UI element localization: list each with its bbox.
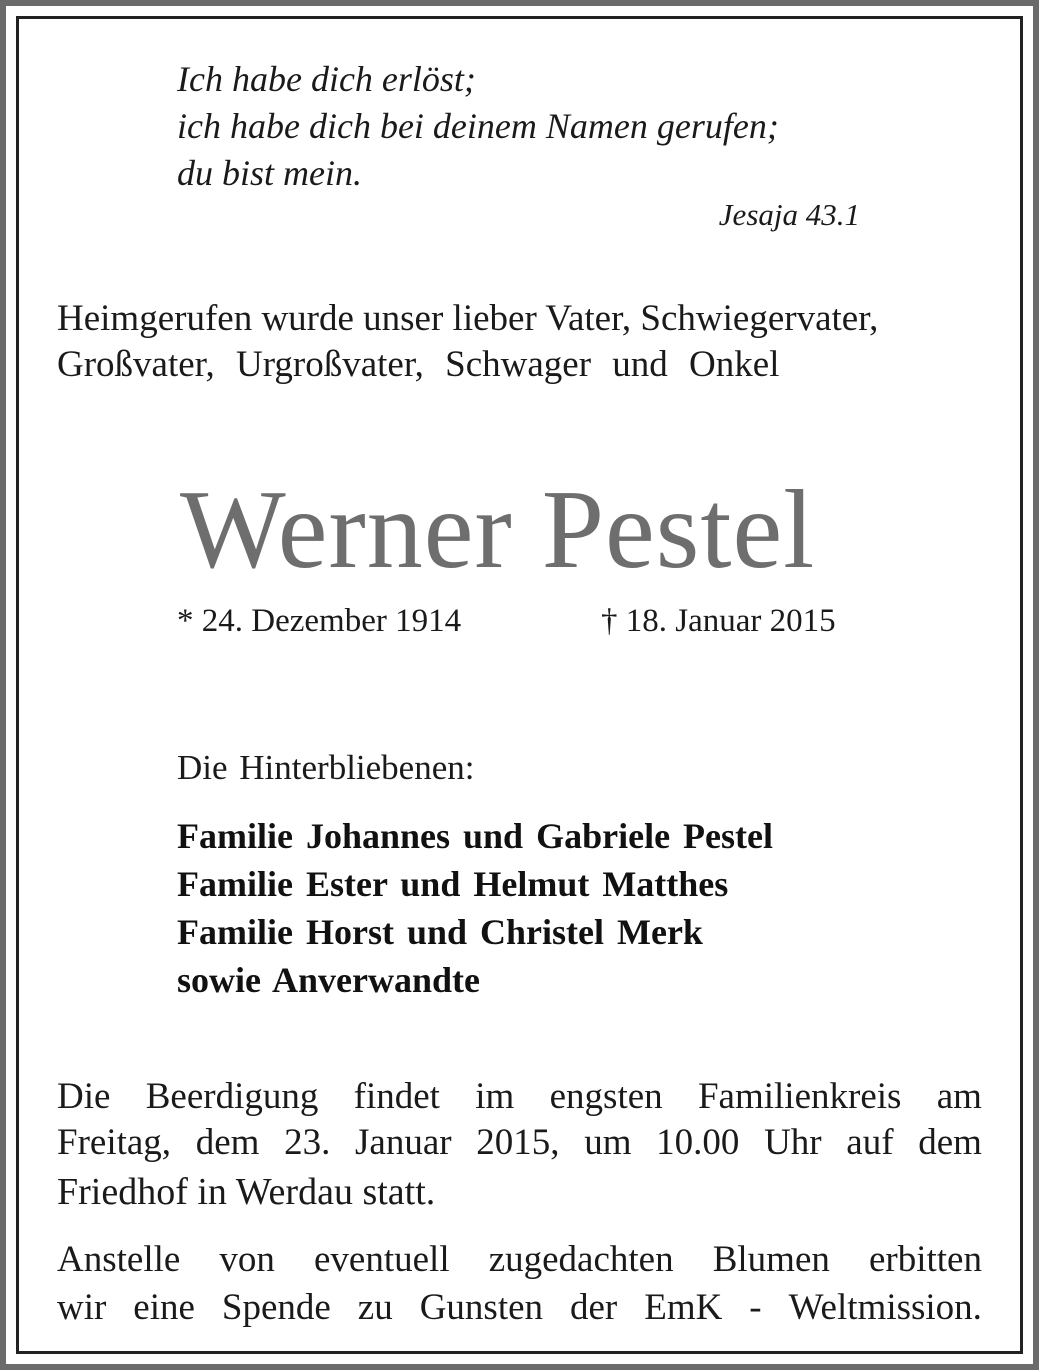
birth-date: * 24. Dezember 1914 [177,603,462,639]
intro-text [57,296,878,388]
funeral-line: Die Beerdigung findet im engsten Familienkreis am [57,1076,982,1117]
quote-line: du bist mein. [177,153,362,193]
funeral-notice [57,1074,982,1215]
intro-line: Großvater, Urgroßvater, Schwager und Onkel [57,344,780,385]
funeral-line: Freitag, dem 23. Januar 2015, um 10.00 Uhr auf dem [57,1122,982,1163]
funeral-line: Friedhof in Werdau statt. [57,1171,436,1213]
deceased-name: Werner Pestel [180,468,816,592]
quote-line: Ich habe dich erlöst; [177,59,476,99]
intro-line: Heimgerufen wurde unser lieber Vater, Schwiegervater, [57,298,879,339]
donation-notice [57,1236,982,1332]
family-entry: Familie Horst und Christel Merk [177,912,703,952]
quote-line: ich habe dich bei deinem Namen gerufen; [177,106,779,146]
bereaved-label: Die Hinterbliebenen: [177,748,475,787]
family-entry: Familie Ester und Helmut Matthes [177,864,729,904]
family-entry: Familie Johannes und Gabriele Pestel [177,816,773,856]
family-entry: sowie Anverwandte [177,960,480,1000]
donation-line: Anstelle von eventuell zugedachten Blumen erbitten [57,1239,982,1280]
death-date: † 18. Januar 2015 [601,603,836,639]
bible-quote [177,56,779,197]
bereaved-families [177,812,773,1004]
quote-source: Jesaja 43.1 [718,197,860,232]
donation-line: wir eine Spende zu Gunsten der EmK - Weltmission. [57,1287,982,1328]
